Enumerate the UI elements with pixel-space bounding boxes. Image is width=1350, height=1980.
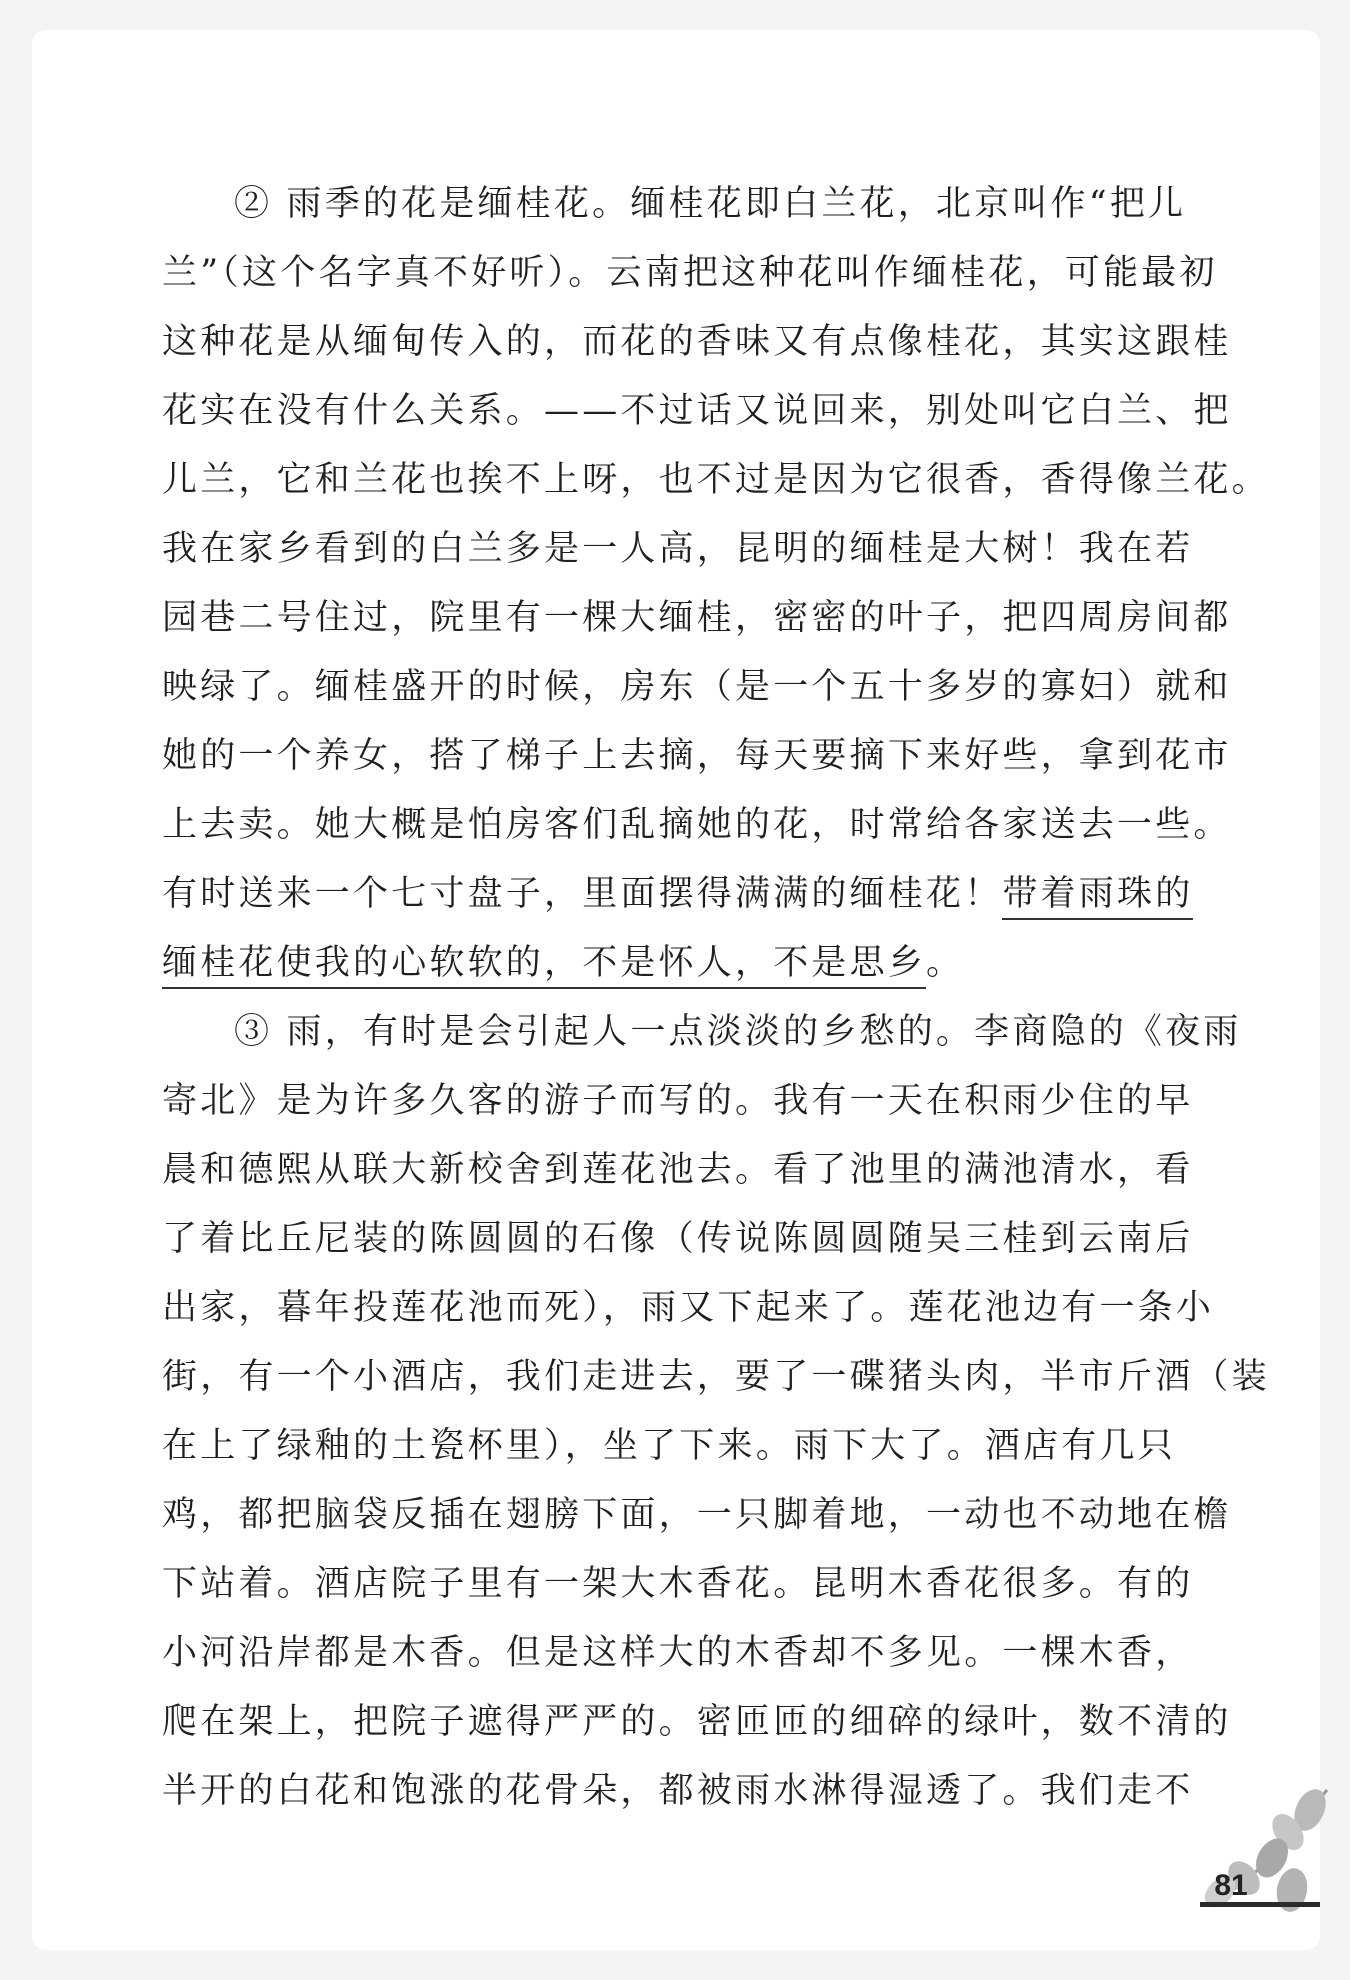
paragraph-2-line: 我在家乡看到的白兰多是一人高，昆明的缅桂是大树！我在若: [162, 529, 1194, 569]
paragraph-2-line: [162, 860, 1242, 929]
paragraph-2-line: 花实在没有什么关系。——不过话又说回来，别处叫它白兰、把: [162, 391, 1232, 431]
paragraph-3-line: 爬在架上，把院子遮得严严的。密匝匝的细碎的绿叶，数不清的: [162, 1702, 1232, 1742]
paragraph-2-line: 园巷二号住过，院里有一棵大缅桂，密密的叶子，把四周房间都: [162, 598, 1232, 638]
underlined-sentence: 缅桂花使我的心软软的，不是怀人，不是思乡: [162, 943, 926, 989]
book-page: [32, 30, 1320, 1950]
page-number-rule: [1200, 1902, 1320, 1907]
line-text: 。: [926, 943, 965, 983]
paragraph-3-line: ③ 雨，有时是会引起人一点淡淡的乡愁的。李商隐的《夜雨: [234, 1012, 1242, 1052]
paragraph-3-line: 出家，暮年投莲花池而死），雨又下起来了。莲花池边有一条小: [162, 1288, 1215, 1328]
paragraph-2-line: 映绿了。缅桂盛开的时候，房东（是一个五十多岁的寡妇）就和: [162, 667, 1232, 707]
paragraph-2-line: 这种花是从缅甸传入的，而花的香味又有点像桂花，其实这跟桂: [162, 322, 1232, 362]
paragraph-3-line: 下站着。酒店院子里有一架大木香花。昆明木香花很多。有的: [162, 1564, 1194, 1604]
paragraph-2-line: [162, 929, 1242, 998]
paragraph-3-line: 寄北》是为许多久客的游子而写的。我有一天在积雨少住的早: [162, 1081, 1194, 1121]
leaf-branch-icon: [1192, 1780, 1332, 1930]
paragraph-3-line: 在上了绿釉的土瓷杯里），坐了下来。雨下大了。酒店有几只: [162, 1426, 1176, 1466]
paragraph-2-line: 她的一个养女，搭了梯子上去摘，每天要摘下来好些，拿到花市: [162, 736, 1232, 776]
paragraph-3-line: 了着比丘尼装的陈圆圆的石像（传说陈圆圆随吴三桂到云南后: [162, 1219, 1194, 1259]
paragraph-3-line: 街，有一个小酒店，我们走进去，要了一碟猪头肉，半市斤酒（装: [162, 1357, 1270, 1397]
page-number: 81: [1214, 1869, 1248, 1902]
paragraph-3-line: 半开的白花和饱涨的花骨朵，都被雨水淋得湿透了。我们走不: [162, 1771, 1194, 1811]
paragraph-2-line: 兰”（这个名字真不好听）。云南把这种花叫作缅桂花，可能最初: [162, 253, 1218, 293]
paragraph-2-line: 儿兰，它和兰花也挨不上呀，也不过是因为它很香，香得像兰花。: [162, 460, 1270, 500]
paragraph-2-line: ② 雨季的花是缅桂花。缅桂花即白兰花，北京叫作“把儿: [234, 184, 1187, 224]
body-text: [162, 170, 1270, 1826]
underlined-sentence: 带着雨珠的: [1002, 874, 1193, 920]
paragraph-3-line: 晨和德熙从联大新校舍到莲花池去。看了池里的满池清水，看: [162, 1150, 1194, 1190]
paragraph-2-line: 上去卖。她大概是怕房客们乱摘她的花，时常给各家送去一些。: [162, 805, 1232, 845]
paragraph-3-line: 小河沿岸都是木香。但是这样大的木香却不多见。一棵木香，: [162, 1633, 1194, 1673]
line-text: 有时送来一个七寸盘子，里面摆得满满的缅桂花！: [162, 874, 1003, 914]
paragraph-3-line: 鸡，都把脑袋反插在翅膀下面，一只脚着地，一动也不动地在檐: [162, 1495, 1232, 1535]
